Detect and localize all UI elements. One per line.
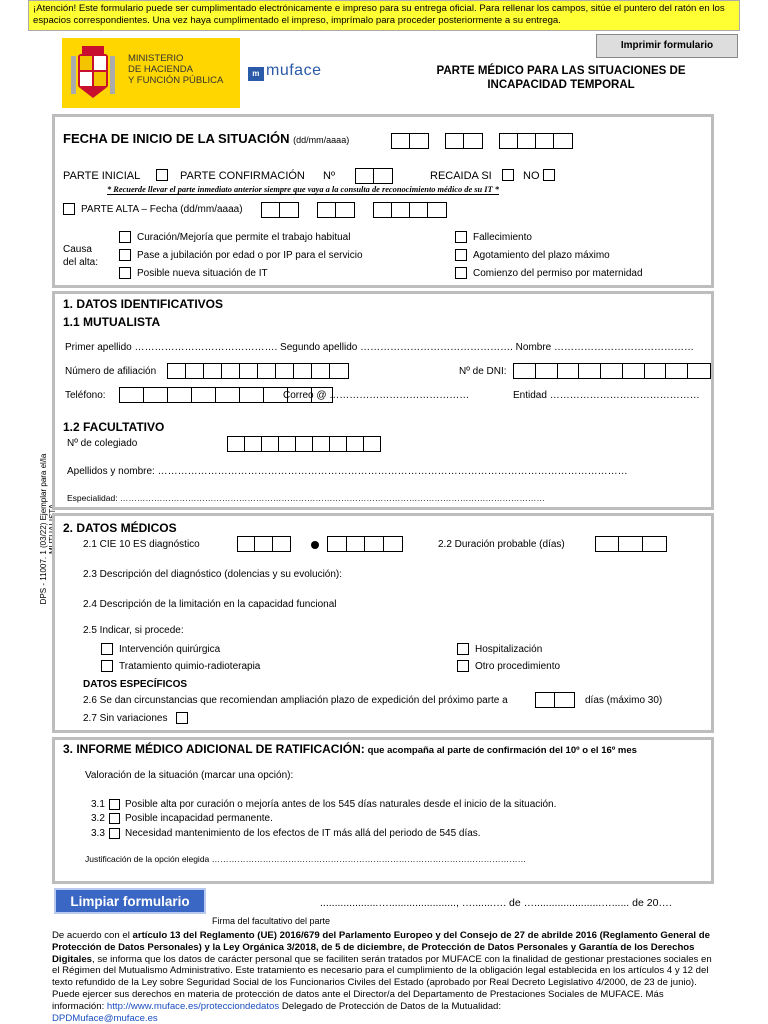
- ratification-section: [52, 737, 714, 884]
- relapse-no-label: NO: [523, 170, 540, 182]
- option-3-1-checkbox[interactable]: [109, 799, 120, 810]
- relapse-yes-checkbox[interactable]: [502, 169, 514, 181]
- discharge-cause-line-2: del alta:: [63, 257, 99, 268]
- cie-input-part1[interactable]: [237, 536, 291, 552]
- cause-recovery-checkbox[interactable]: [119, 231, 131, 243]
- cause-maternity-label: Comienzo del permiso por maternidad: [473, 268, 643, 279]
- specific-data-label: DATOS ESPECÍFICOS: [83, 679, 188, 690]
- no-variations-label: 2.7 Sin variaciones: [83, 713, 168, 724]
- extension-days-input[interactable]: [535, 692, 575, 708]
- hospitalization-label: Hospitalización: [475, 644, 543, 655]
- ministry-line-3: Y FUNCIÓN PÚBLICA: [128, 75, 224, 86]
- document-title: [408, 64, 714, 92]
- names-line[interactable]: Primer apellido ……………………………………. Segundo apellido ………………………………………. Nombre ……………………………………: [65, 342, 694, 353]
- dni-input[interactable]: [513, 363, 711, 379]
- dpo-email-link[interactable]: DPDMuface@muface.es: [52, 1012, 158, 1024]
- cause-maternity-checkbox[interactable]: [455, 267, 467, 279]
- option-3-1-number: 3.1: [91, 799, 105, 810]
- ministry-name: [128, 53, 223, 86]
- option-3-2-checkbox[interactable]: [109, 813, 120, 824]
- limitation-description-label: 2.4 Descripción de la limitación en la capacidad funcional: [83, 599, 337, 610]
- justification-field[interactable]: Justificación de la opción elegida …………………………………………………………………………………………………: [85, 854, 527, 864]
- legal-text-dpo: Delegado de Protección de Datos de la Mutualidad:: [279, 1000, 502, 1012]
- collegiate-number-label: Nº de colegiado: [67, 438, 138, 449]
- cause-max-term-label: Agotamiento del plazo máximo: [473, 250, 610, 261]
- reminder-note: * Recuerde llevar el parte inmediato anterior siempre que vaya a la consulta de reconocimiento médico de su IT *: [107, 185, 499, 194]
- medical-data-title: 2. DATOS MÉDICOS: [63, 521, 177, 535]
- coat-of-arms-icon: [68, 44, 118, 102]
- email-field[interactable]: Correo @ ……………………………………: [283, 390, 470, 401]
- title-line-2: INCAPACIDAD TEMPORAL: [487, 79, 635, 91]
- other-procedure-label: Otro procedimiento: [475, 661, 561, 672]
- start-section: [52, 114, 714, 288]
- privacy-link[interactable]: http://www.muface.es/protecciondedatos: [106, 1000, 280, 1012]
- side-form-code: DPS - 11007. 1 (03/22) Ejemplar para el/la MUTUALISTA: [39, 453, 57, 605]
- cause-new-it-checkbox[interactable]: [119, 267, 131, 279]
- signature-label: Firma del facultativo del parte: [212, 916, 331, 926]
- duration-input[interactable]: [595, 536, 667, 552]
- collegiate-number-input[interactable]: [227, 436, 381, 452]
- medical-data-section: [52, 513, 714, 733]
- no-variations-checkbox[interactable]: [176, 712, 188, 724]
- diagnosis-description-label: 2.3 Descripción del diagnóstico (dolencias y su evolución):: [83, 569, 343, 580]
- surgery-checkbox[interactable]: [101, 643, 113, 655]
- legal-text-body: , se informa que los datos de carácter personal que se faciliten serán tratados por MUFACE con la finalidad de gestionar prestaciones sociales en el Régimen del Mutualismo Administrativo. Este tratamiento es necesario para el cumplimiento de la obligación legal establecida en los artículos 4 y 12 del texto refundido de la Ley sobre Seguridad Social de los Funcionarios Civiles del Estado (aprobado por Real Decreto Legislativo 4/2000, de 23 de junio). Puede ejercer sus derechos en materia de protección de datos ante el Director/a del Departamento de Prestaciones Sociales de MUFACE. Más información:: [52, 953, 712, 1012]
- identification-title: 1. DATOS IDENTIFICATIVOS: [63, 297, 224, 311]
- legal-notice: [52, 930, 714, 1024]
- dni-label: Nº de DNI:: [459, 366, 507, 377]
- option-3-1-label: Posible alta por curación o mejoría antes de los 545 días naturales desde el inicio de la situación.: [125, 799, 557, 810]
- doctor-name-field[interactable]: Apellidos y nombre: ……………………………………………………………………………………………………………………………: [67, 466, 628, 477]
- cause-retirement-checkbox[interactable]: [119, 249, 131, 261]
- affiliation-number-input[interactable]: [167, 363, 349, 379]
- option-3-2-label: Posible incapacidad permanente.: [125, 813, 273, 824]
- discharge-year-input[interactable]: [373, 202, 447, 218]
- print-form-button[interactable]: Imprimir formulario: [596, 34, 738, 58]
- max-days-label: días (máximo 30): [585, 695, 663, 706]
- cie-dot-icon: [311, 541, 319, 549]
- legal-text-regulation: artículo 13 del Reglamento (UE) 2016/679 del Parlamento Europeo y del Consejo de 27 de abrilde 2016 (Reglamento General de Protección de Datos Personales) y la Ley Orgánica 3/2018, de 5 de diciembre, de Protección de Datos Personales y Garantía de los Derechos Digitales: [52, 930, 710, 965]
- discharge-cause-label: [63, 243, 98, 269]
- initial-report-label: PARTE INICIAL: [63, 170, 141, 182]
- option-3-3-checkbox[interactable]: [109, 828, 120, 839]
- legal-text-intro: De acuerdo con el: [52, 930, 133, 941]
- discharge-report-checkbox[interactable]: [63, 203, 75, 215]
- muface-logo: [248, 62, 321, 81]
- ministry-line-1: MINISTERIO: [128, 53, 184, 64]
- cause-death-checkbox[interactable]: [455, 231, 467, 243]
- cause-new-it-label: Posible nueva situación de IT: [137, 268, 268, 279]
- discharge-cause-line-1: Causa: [63, 244, 92, 255]
- mutualist-subtitle: 1.1 MUTUALISTA: [63, 315, 161, 329]
- chemo-checkbox[interactable]: [101, 660, 113, 672]
- identification-section: [52, 291, 714, 510]
- ratification-title: 3. INFORME MÉDICO ADICIONAL DE RATIFICACIÓN: que acompaña al parte de confirmación del 10º o el 16º mes: [63, 742, 637, 756]
- affiliation-number-label: Número de afiliación: [65, 366, 157, 377]
- confirmation-report-label: PARTE CONFIRMACIÓN: [180, 170, 305, 182]
- initial-report-checkbox[interactable]: [156, 169, 168, 181]
- surgery-label: Intervención quirúrgica: [119, 644, 221, 655]
- muface-logo-icon: m: [248, 67, 264, 81]
- doctor-subtitle: 1.2 FACULTATIVO: [63, 420, 165, 434]
- start-month-input[interactable]: [445, 133, 483, 149]
- cause-max-term-checkbox[interactable]: [455, 249, 467, 261]
- chemo-label: Tratamiento quimio-radioterapia: [119, 661, 261, 672]
- cause-recovery-label: Curación/Mejoría que permite el trabajo habitual: [137, 232, 351, 243]
- clear-form-button[interactable]: Limpiar formulario: [54, 888, 206, 914]
- start-day-input[interactable]: [391, 133, 429, 149]
- entity-field[interactable]: Entidad ………………………………………: [513, 390, 700, 401]
- place-date-field[interactable]: ....................…......................., ….......…. de ….......................…...... de 20….: [320, 897, 672, 909]
- muface-wordmark: muface: [266, 62, 322, 79]
- hospitalization-checkbox[interactable]: [457, 643, 469, 655]
- ministry-logo: [62, 38, 240, 108]
- discharge-month-input[interactable]: [317, 202, 355, 218]
- start-year-input[interactable]: [499, 133, 573, 149]
- phone-label: Teléfono:: [65, 390, 106, 401]
- duration-label: 2.2 Duración probable (días): [438, 539, 565, 550]
- specialty-field[interactable]: Especialidad: ……………………………………………………………………………………………………………………………………: [67, 493, 545, 503]
- extension-label: 2.6 Se dan circunstancias que recomiendan ampliación plazo de expedición del próximo parte a: [83, 695, 508, 706]
- cie-label: 2.1 CIE 10 ES diagnóstico: [83, 539, 200, 550]
- option-3-3-label: Necesidad mantenimiento de los efectos de IT más allá del periodo de 545 días.: [125, 828, 481, 839]
- cause-retirement-label: Pase a jubilación por edad o por IP para el servicio: [137, 250, 363, 261]
- option-3-2-number: 3.2: [91, 813, 105, 824]
- notice-banner: ¡Atención! Este formulario puede ser cumplimentado electrónicamente e impreso para su entrega oficial. Para rellenar los campos, sitúe el puntero del ratón en los espacios correspondientes. Una vez haya cumplimentado el impreso, imprímalo para proceder posteriormente a su entrega.: [28, 0, 740, 31]
- start-date-label: FECHA DE INICIO DE LA SITUACIÓN (dd/mm/aaaa): [63, 131, 350, 146]
- option-3-3-number: 3.3: [91, 828, 105, 839]
- confirmation-number-input[interactable]: [355, 168, 393, 184]
- discharge-day-input[interactable]: [261, 202, 299, 218]
- other-procedure-checkbox[interactable]: [457, 660, 469, 672]
- cie-input-part2[interactable]: [327, 536, 403, 552]
- confirmation-number-label: Nº: [323, 170, 335, 182]
- indicate-label: 2.5 Indicar, si procede:: [83, 625, 184, 636]
- cause-death-label: Fallecimiento: [473, 232, 532, 243]
- relapse-no-checkbox[interactable]: [543, 169, 555, 181]
- title-line-1: PARTE MÉDICO PARA LAS SITUACIONES DE: [436, 65, 686, 77]
- relapse-yes-label: RECAIDA SI: [430, 170, 492, 182]
- assessment-label: Valoración de la situación (marcar una opción):: [85, 770, 294, 781]
- discharge-report-label: PARTE ALTA – Fecha (dd/mm/aaaa): [81, 204, 243, 215]
- ministry-line-2: DE HACIENDA: [128, 64, 193, 75]
